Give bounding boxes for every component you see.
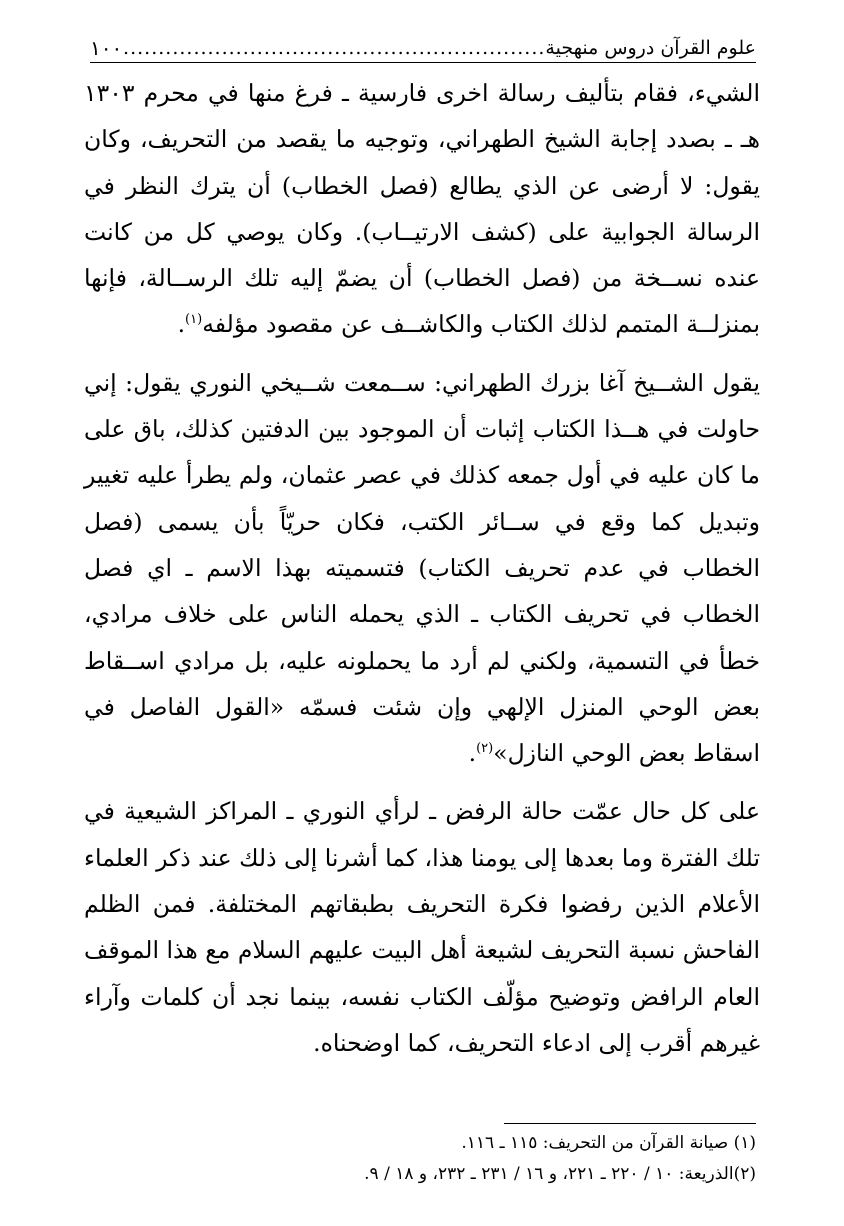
header-title-group <box>123 37 756 59</box>
header-leader-dots: ............................................................ <box>123 37 546 59</box>
footnote-1: (١) صيانة القرآن من التحريف: ١١٥ ـ ١١٦. <box>461 1133 756 1153</box>
paragraph-2: يقول الشــيخ آغا بزرك الطهراني: ســمعت شــيخي النوري يقول: إني حاولت في هــذا الكتاب إثبات أن الموجود بين الدفتين كذلك، باق على ما كان عليه في أول جمعه كذلك في عصر عثمان، ولم يطرأ عليه تغيير وتبديل كما وقع في ســائر الكتب، فكان حريّاً بأن يسمى (فصل الخطاب في عدم تحريف الكتاب) فتسميته بهذا الاسم ـ اي فصل الخطاب في تحريف الكتاب ـ الذي يحمله الناس على خلاف مرادي، خطأ في التسمية، ولكني لم أرد ما يحملونه عليه، بل مرادي اســقاط بعض الوحي المنزل الإلهي وإن شئت فسمّه «القول الفاصل في اسقاط بعض الوحي النازل»$^{(٢)}$. <box>84 368 760 768</box>
footnote-ref-2[interactable]: (٢) <box>476 741 494 757</box>
running-header <box>90 34 756 63</box>
paragraph-2-text: يقول الشــيخ آغا بزرك الطهراني: ســمعت شــيخي النوري يقول: إني حاولت في هــذا الكتاب إثبات أن الموجود بين الدفتين كذلك، باق على ما كان عليه في أول جمعه كذلك في عصر عثمان، ولم يطرأ عليه تغيير وتبديل كما وقع في ســائر الكتب، فكان حريّاً بأن يسمى (فصل الخطاب في عدم تحريف الكتاب) فتسميته بهذا الاسم ـ اي فصل الخطاب في تحريف الكتاب ـ الذي يحمله الناس على خلاف مرادي، خطأ في التسمية، ولكني لم أرد ما يحملونه عليه، بل مرادي اســقاط بعض الوحي المنزل الإلهي وإن شئت فسمّه «القول الفاصل في اسقاط بعض الوحي النازل» <box>84 368 760 768</box>
paragraph-3 <box>84 788 760 1066</box>
footnotes <box>84 1128 756 1190</box>
main-text <box>84 70 760 1066</box>
footnote-divider <box>504 1123 756 1124</box>
footnote-2: (٢)الذريعة: ١٠ / ٢٢٠ ـ ٢٢١، و ١٦ / ٢٣١ ـ ٢٣٢، و ١٨ / ٩. <box>364 1164 756 1184</box>
paragraph-1-text: الشيء، فقام بتأليف رسالة اخرى فارسية ـ فرغ منها في محرم ١٣٠٣ هـ ـ بصدد إجابة الشيخ الطهراني، وتوجيه ما يقصد من التحريف، وكان يقول: لا أرضى عن الذي يطالع (فصل الخطاب) أن يترك النظر في الرسالة الجوابية على (كشف الارتيــاب). وكان يوصي كل من كانت عنده نســخة من (فصل الخطاب) أن يضمّ إليه تلك الرســالة، فإنها بمنزلــة المتمم لذلك الكتاب والكاشــف عن مقصود مؤلفه <box>84 79 760 339</box>
page-number: ١٠٠ <box>90 36 123 60</box>
book-title: علوم القرآن دروس منهجية <box>545 37 756 59</box>
paragraph-1: الشيء، فقام بتأليف رسالة اخرى فارسية ـ فرغ منها في محرم ١٣٠٣ هـ ـ بصدد إجابة الشيخ الطهراني، وتوجيه ما يقصد من التحريف، وكان يقول: لا أرضى عن الذي يطالع (فصل الخطاب) أن يترك النظر في الرسالة الجوابية على (كشف الارتيــاب). وكان يوصي كل من كانت عنده نســخة من (فصل الخطاب) أن يضمّ إليه تلك الرســالة، فإنها بمنزلــة المتمم لذلك الكتاب والكاشــف عن مقصود مؤلفه$^{(١)}$. <box>84 79 760 339</box>
paragraph-3-text: على كل حال عمّت حالة الرفض ـ لرأي النوري ـ المراكز الشيعية في تلك الفترة وما بعدها إلى يومنا هذا، كما أشرنا إلى ذلك عند ذكر العلماء الأعلام الذين رفضوا فكرة التحريف بطبقاتهم المختلفة. فمن الظلم الفاحش نسبة التحريف لشيعة أهل البيت عليهم السلام مع هذا الموقف العام الرافض وتوضيح مؤلّف الكتاب نفسه، بينما نجد أن كلمات وآراء غيرهم أقرب إلى ادعاء التحريف، كما اوضحناه. <box>84 797 760 1057</box>
footnote-ref-1[interactable]: (١) <box>185 312 203 328</box>
